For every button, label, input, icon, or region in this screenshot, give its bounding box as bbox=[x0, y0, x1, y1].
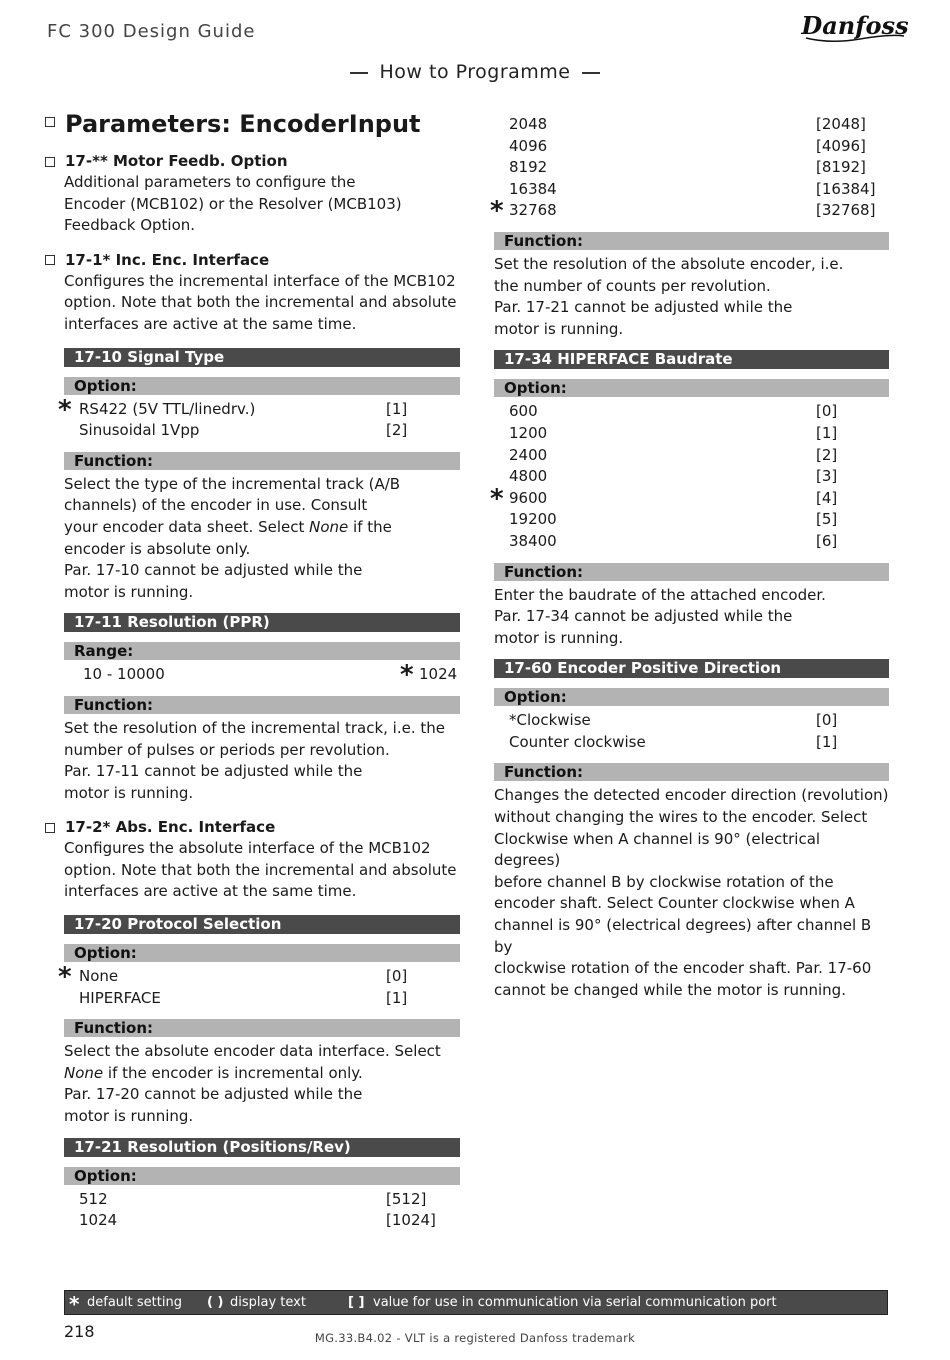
page-number: 218 bbox=[64, 1322, 95, 1341]
default-star-icon: * bbox=[400, 660, 414, 691]
option-row: 38400 [6] bbox=[509, 531, 838, 550]
left-column bbox=[45, 110, 460, 1232]
option-row: 19200 [5] bbox=[509, 510, 838, 529]
option-row: * None [0] bbox=[58, 962, 408, 993]
function-text: Set the resolution of the incremental track, i.e. the number of pulses or periods per revolution. Par. 17-11 cannot be adjusted while the motor is running. bbox=[64, 718, 445, 802]
option-row: Sinusoidal 1Vpp [2] bbox=[79, 421, 408, 440]
option-row: HIPERFACE [1] bbox=[79, 988, 408, 1007]
option-row: 16384 [16384] bbox=[509, 179, 876, 198]
square-bullet-icon bbox=[45, 255, 55, 265]
param-17-60-title: 17-60 Encoder Positive Direction bbox=[494, 659, 889, 678]
param-17-20-title: 17-20 Protocol Selection bbox=[64, 915, 460, 934]
option-row: 512 [512] bbox=[79, 1189, 427, 1208]
range-header: Range: bbox=[64, 642, 460, 660]
default-star-icon: * bbox=[58, 394, 72, 425]
default-star-icon: * bbox=[69, 1292, 80, 1316]
square-bullet-icon bbox=[45, 157, 55, 167]
footer-note: MG.33.B4.02 - VLT is a registered Danfoss trademark bbox=[314, 1331, 636, 1345]
function-header: Function: bbox=[494, 563, 889, 581]
group-17-1-inc-enc: 17-1* Inc. Enc. Interface Configures the incremental interface of the MCB102 option. Note that both the incremental and absolute interfaces are active at the same time. bbox=[45, 249, 460, 336]
option-header: Option: bbox=[64, 1167, 460, 1185]
range-row: 10 - 10000 * 1024 bbox=[83, 660, 458, 691]
param-17-11-title: 17-11 Resolution (PPR) bbox=[64, 613, 460, 632]
function-text: Set the resolution of the absolute encoder, i.e. the number of counts per revolution. Par. 17-21 cannot be adjusted while the motor is running. bbox=[494, 254, 844, 338]
option-row: 600 [0] bbox=[509, 402, 838, 421]
param-17-21-title: 17-21 Resolution (Positions/Rev) bbox=[64, 1138, 460, 1157]
function-header: Function: bbox=[64, 452, 460, 470]
function-text: Changes the detected encoder direction (revolution) without changing the wires to the encoder. Select Clockwise when A channel is 90° (electrical degrees) before channel B by clockwise rotation of the encoder shaft. Select Counter clockwise when A channel is 90° (electrical degrees) after channel B by clockwise rotation of the encoder shaft. Par. 17-60 cannot be changed while the motor is running. bbox=[494, 786, 889, 999]
danfoss-logo bbox=[800, 6, 910, 46]
function-header: Function: bbox=[494, 763, 889, 781]
legend-bar: * default setting ( ) display text [ ] value for use in communication via serial communication port bbox=[64, 1290, 888, 1315]
option-header: Option: bbox=[64, 944, 460, 962]
option-row: 1024 [1024] bbox=[79, 1211, 436, 1230]
option-header: Option: bbox=[494, 688, 889, 706]
param-17-10-title: 17-10 Signal Type bbox=[64, 348, 460, 367]
function-header: Function: bbox=[64, 696, 460, 714]
option-row: 1200 [1] bbox=[509, 423, 838, 442]
option-row: 4096 [4096] bbox=[509, 136, 866, 155]
square-bullet-icon bbox=[45, 117, 55, 127]
brand-logotype: Danfoss bbox=[801, 11, 909, 40]
default-star-icon: * bbox=[58, 962, 72, 993]
right-column bbox=[490, 114, 889, 1001]
function-header: Function: bbox=[64, 1019, 460, 1037]
function-text: Select the type of the incremental track (A/B channels) of the encoder in use. Consult your encoder data sheet. Select None if the encoder is absolute only. Par. 17-10 cannot be adjusted while the motor is running. bbox=[64, 474, 401, 601]
function-header: Function: bbox=[494, 232, 889, 250]
square-bullet-icon bbox=[45, 823, 55, 833]
option-row: *Clockwise [0] bbox=[509, 711, 838, 730]
page-heading: Parameters: EncoderInput bbox=[45, 110, 460, 138]
document-title: FC 300 Design Guide bbox=[47, 21, 256, 42]
option-row: 2400 [2] bbox=[509, 445, 838, 464]
option-row: * RS422 (5V TTL/linedrv.) [1] bbox=[58, 394, 408, 425]
option-row: 4800 [3] bbox=[509, 467, 838, 486]
function-text: Select the absolute encoder data interface. Select None if the encoder is incremental only. Par. 17-20 cannot be adjusted while the motor is running. bbox=[64, 1042, 441, 1126]
section-title: How to Programme bbox=[0, 61, 950, 83]
option-header: Option: bbox=[494, 379, 889, 397]
option-header: Option: bbox=[64, 377, 460, 395]
option-row: Counter clockwise [1] bbox=[509, 732, 838, 751]
default-star-icon: * bbox=[490, 483, 504, 514]
option-row: 8192 [8192] bbox=[509, 158, 866, 177]
param-17-34-title: 17-34 HIPERFACE Baudrate bbox=[494, 350, 889, 369]
function-text: Enter the baudrate of the attached encoder. Par. 17-34 cannot be adjusted while the motor is running. bbox=[494, 585, 826, 647]
option-row: * 32768 [32768] bbox=[490, 196, 876, 227]
group-17-2-abs-enc: 17-2* Abs. Enc. Interface Configures the absolute interface of the MCB102 option. Note that both the incremental and absolute interfaces are active at the same time. bbox=[45, 816, 460, 903]
option-row: * 9600 [4] bbox=[490, 483, 838, 514]
default-star-icon: * bbox=[490, 196, 504, 227]
group-17-motor-feedb: 17-** Motor Feedb. Option Additional parameters to configure the Encoder (MCB102) or the Resolver (MCB103) Feedback Option. bbox=[45, 150, 460, 237]
option-row: 2048 [2048] bbox=[509, 115, 866, 133]
